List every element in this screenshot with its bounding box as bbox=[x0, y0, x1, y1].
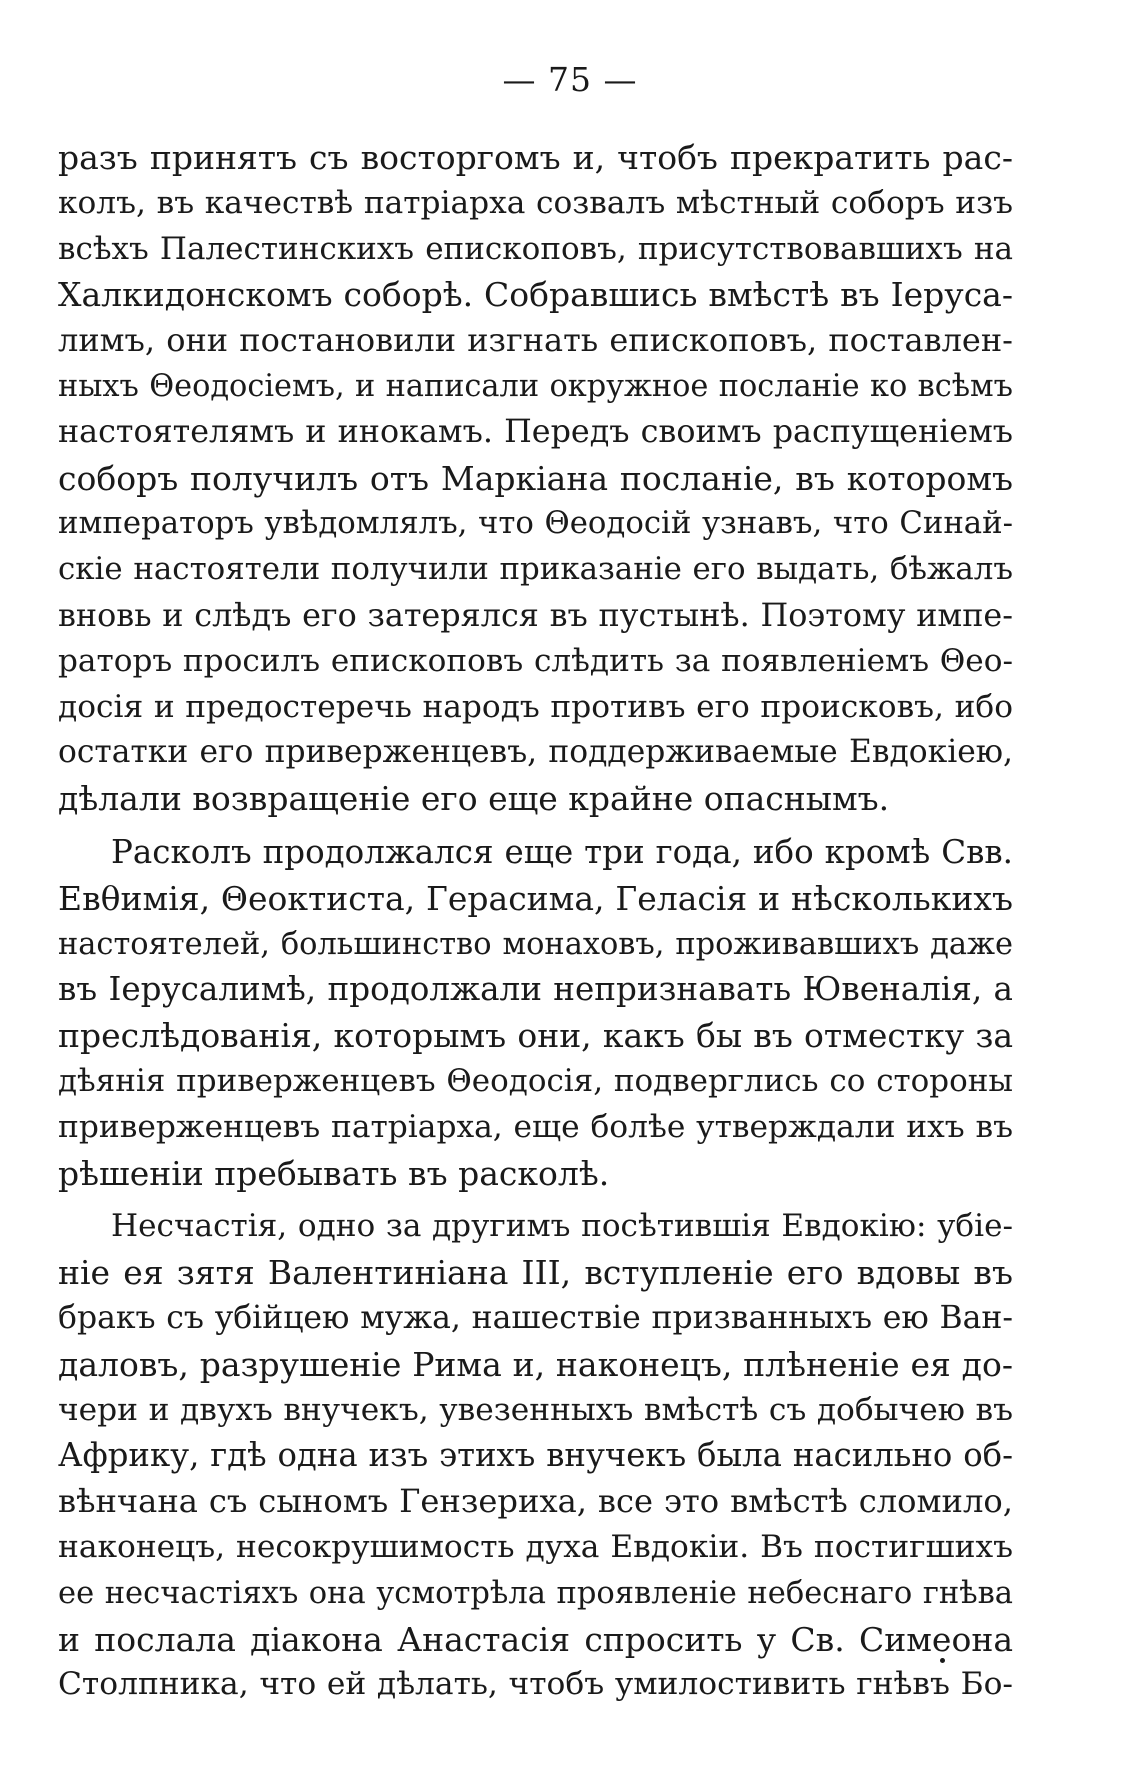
text-line: даловъ, разрушеніе Рима и, наконецъ, плѣненіе ея до- bbox=[58, 1344, 1013, 1384]
paragraph-2 bbox=[58, 830, 1013, 1196]
text-line: лимъ, они постановили изгнать епископовъ, поставлен- bbox=[58, 321, 1013, 360]
text-line: Африку, гдѣ одна изъ этихъ внучекъ была насильно об- bbox=[58, 1436, 1013, 1475]
text-line: Расколъ продолжался еще три года, ибо кромѣ Свв. bbox=[111, 832, 1013, 871]
text-line: настоятелей, большинство монаховъ, проживавшихъ даже bbox=[58, 926, 1013, 962]
text-line: соборъ получилъ отъ Маркіана посланіе, въ которомъ bbox=[58, 458, 1013, 498]
paragraph-gap bbox=[58, 822, 1013, 830]
text-line: досія и предостеречь народъ противъ его происковъ, ибо bbox=[58, 688, 1013, 725]
paragraph-1 bbox=[58, 135, 1013, 822]
text-line: бракъ съ убійцею мужа, нашествіе призванныхъ ею Ван- bbox=[58, 1299, 1013, 1336]
text-line: въ Іерусалимѣ, продолжали непризнавать Ювеналія, а bbox=[58, 970, 1013, 1009]
ink-speck bbox=[940, 1658, 945, 1663]
text-line: ныхъ Θеодосіемъ, и написали окружное посланіе ко всѣмъ bbox=[58, 368, 1013, 404]
text-line: наконецъ, несокрушимость духа Евдокіи. Въ постигшихъ bbox=[58, 1528, 1013, 1565]
text-line: чери и двухъ внучекъ, увезенныхъ вмѣстѣ съ добычею въ bbox=[58, 1391, 1013, 1428]
text-line: Халкидонскомъ соборѣ. Собравшись вмѣстѣ въ Іеруса- bbox=[58, 275, 1013, 315]
text-line: вѣнчана съ сыномъ Гензериха, все это вмѣстѣ сломило, bbox=[58, 1482, 1013, 1521]
text-line: скіе настоятели получили приказаніе его выдать, бѣжалъ bbox=[58, 551, 1013, 588]
text-line: колъ, въ качествѣ патріарха созвалъ мѣстный соборъ изъ bbox=[58, 184, 1013, 221]
text-line: Евθимія, Θеоктиста, Герасима, Геласія и нѣсколькихъ bbox=[58, 878, 1013, 918]
text-line: рѣшеніи пребывать въ расколѣ. bbox=[58, 1153, 610, 1193]
paragraph-3 bbox=[58, 1204, 1013, 1708]
text-line: Столпника, что ей дѣлать, чтобъ умилостивить гнѣвъ Бо- bbox=[58, 1666, 1013, 1703]
text-line: вновь и слѣдъ его затерялся въ пустынѣ. Поэтому импе- bbox=[58, 595, 1013, 634]
page-number: — 75 — bbox=[502, 60, 638, 99]
text-line: дѣлали возвращеніе его еще крайне опаснымъ. bbox=[58, 779, 890, 819]
text-line: настоятелямъ и инокамъ. Передъ своимъ распущеніемъ bbox=[58, 413, 1013, 450]
text-line: императоръ увѣдомлялъ, что Θеодосій узнавъ, что Синай- bbox=[58, 505, 1013, 542]
text-line: преслѣдованія, которымъ они, какъ бы въ отместку за bbox=[58, 1016, 1013, 1056]
body-text bbox=[58, 135, 1013, 1708]
paragraph-gap bbox=[58, 1196, 1013, 1204]
text-line: ніе ея зятя Валентиніана III, вступленіе его вдовы въ bbox=[58, 1253, 1013, 1293]
text-line: раторъ просилъ епископовъ слѣдить за появленіемъ Θео- bbox=[58, 642, 1013, 679]
text-line: Несчастія, одно за другимъ посѣтившія Евдокію: убіе- bbox=[111, 1208, 1013, 1245]
text-line: дѣянія приверженцевъ Θеодосія, подверглись со стороны bbox=[58, 1062, 1013, 1099]
text-line: ее несчастіяхъ она усмотрѣла проявленіе небеснаго гнѣва bbox=[58, 1575, 1013, 1611]
text-line: и послала діакона Анастасія спросить у Св. Симеона bbox=[58, 1619, 1013, 1659]
text-line: остатки его приверженцевъ, поддерживаемые Евдокіею, bbox=[58, 734, 1013, 771]
text-line: разъ принятъ съ восторгомъ и, чтобъ прекратить рас- bbox=[58, 138, 1013, 177]
text-line: приверженцевъ патріарха, еще болѣе утверждали ихъ въ bbox=[58, 1108, 1013, 1145]
text-line: всѣхъ Палестинскихъ епископовъ, присутствовавшихъ на bbox=[58, 230, 1013, 267]
